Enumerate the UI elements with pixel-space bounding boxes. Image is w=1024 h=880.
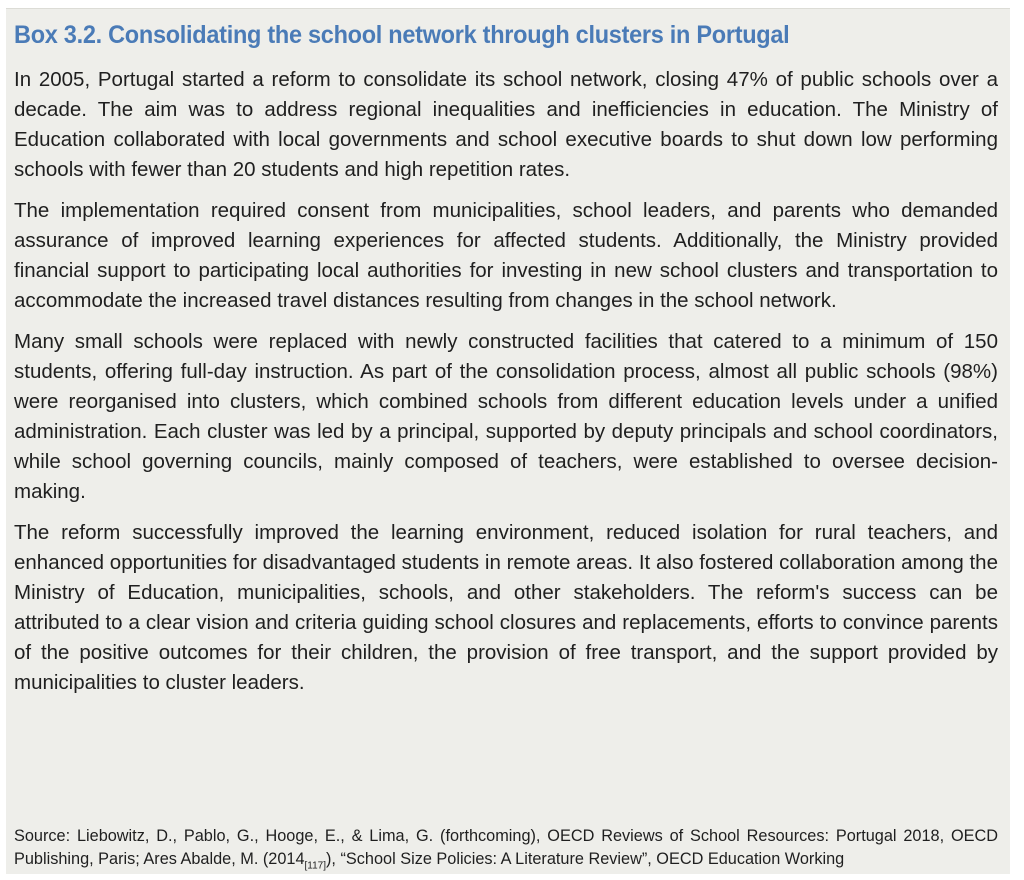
source-text: Source: Liebowitz, D., Pablo, G., Hooge, E., & Lima, G. (forthcoming), OECD Reviews of School Resources: Portugal 2018, OECD Publishing, Paris; Ares Abalde, M. (2014: [14, 827, 998, 868]
reference-number-link[interactable]: [117]: [304, 860, 327, 872]
text-box: [6, 8, 1010, 875]
box-title: Box 3.2. Consolidating the school network through clusters in Portugal: [14, 21, 790, 49]
box-body: [14, 65, 998, 709]
source-text-continued: ), “School Size Policies: A Literature Review”, OECD Education Working: [326, 850, 845, 868]
paragraph-implementation: The implementation required consent from municipalities, school leaders, and parents who demanded assurance of improved learning experiences for affected students. Additionally, the Ministry provided financial support to participating local authorities for investing in new school clusters and transportation to accommodate the increased travel distances resulting from changes in the school network.: [14, 199, 998, 312]
page-bottom-edge: [0, 874, 1024, 880]
source-note: [14, 825, 998, 871]
paragraph-reform-overview: In 2005, Portugal started a reform to consolidate its school network, closing 47% of public schools over a decade. The aim was to address regional inequalities and inefficiencies in education. The Ministry of Education collaborated with local governments and school executive boards to shut down low performing schools with fewer than 20 students and high repetition rates.: [14, 68, 998, 181]
paragraph-clusters: Many small schools were replaced with newly constructed facilities that catered to a minimum of 150 students, offering full-day instruction. As part of the consolidation process, almost all public schools (98%) were reorganised into clusters, which combined schools from different education levels under a unified administration. Each cluster was led by a principal, supported by deputy principals and school coordinators, while school governing councils, mainly composed of teachers, were established to oversee decision-making.: [14, 330, 998, 503]
paragraph-outcomes: The reform successfully improved the learning environment, reduced isolation for rural teachers, and enhanced opportunities for disadvantaged students in remote areas. It also fostered collaboration among the Ministry of Education, municipalities, schools, and other stakeholders. The reform's success can be attributed to a clear vision and criteria guiding school closures and replacements, efforts to convince parents of the positive outcomes for their children, the provision of free transport, and the support provided by municipalities to cluster leaders.: [14, 521, 998, 694]
